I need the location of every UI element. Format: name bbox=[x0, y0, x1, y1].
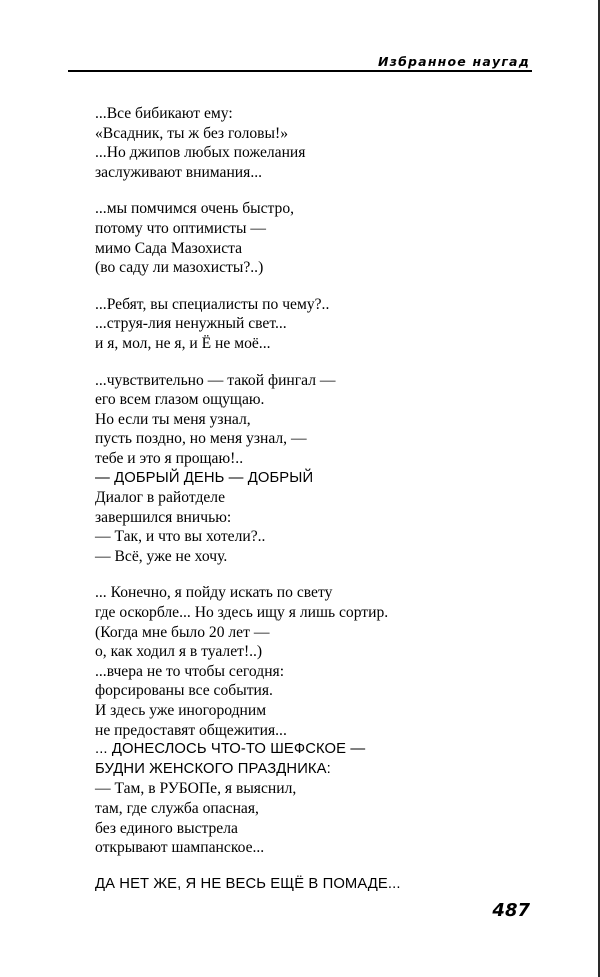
poem-line: — Так, и что вы хотели?.. bbox=[95, 528, 266, 546]
stanza-4 bbox=[95, 371, 535, 567]
poem-line: тебе и это я прощаю!.. bbox=[95, 449, 244, 467]
stanza-3 bbox=[95, 295, 535, 354]
poem-line-caps: ... ДОНЕСЛОСЬ ЧТО-ТО ШЕФСКОЕ — bbox=[95, 741, 366, 758]
stanza-1 bbox=[95, 104, 535, 182]
running-title: Избранное наугад bbox=[377, 54, 530, 69]
poem-line: без единого выстрела bbox=[95, 819, 238, 837]
header-rule bbox=[68, 70, 532, 72]
poem-line: потому что оптимисты — bbox=[95, 219, 266, 237]
poem-line: ...Все бибикают ему: bbox=[95, 105, 233, 122]
stanza-6 bbox=[95, 875, 535, 895]
poem-line: — Всё, уже не хочу. bbox=[95, 547, 228, 565]
poem-line: ...Но джипов любых пожелания bbox=[95, 144, 306, 162]
poem-line: пусть поздно, но меня узнал, — bbox=[95, 430, 307, 448]
poem-line: ...чувствительно — такой фингал — bbox=[95, 371, 336, 389]
poem-line: открывают шампанское... bbox=[95, 839, 265, 857]
poem-line: Диалог в райотделе bbox=[95, 489, 225, 507]
poem-line: (во саду ли мазохисты?..) bbox=[95, 259, 264, 277]
poem-line: мимо Сада Мазохиста bbox=[95, 239, 243, 257]
poem-line: завершился вничью: bbox=[95, 508, 232, 526]
poem-line-caps: БУДНИ ЖЕНСКОГО ПРАЗДНИКА: bbox=[95, 760, 331, 777]
poem-line: ...мы помчимся очень быстро, bbox=[95, 200, 295, 218]
poem-line: ... Конечно, я пойду искать по свету bbox=[95, 584, 333, 602]
poem-text bbox=[95, 104, 535, 911]
stanza-2 bbox=[95, 199, 535, 277]
poem-line: его всем глазом ощущаю. bbox=[95, 391, 265, 409]
poem-line: о, как ходил я в туалет!..) bbox=[95, 643, 263, 661]
poem-line: форсированы все события. bbox=[95, 682, 273, 700]
poem-line: — Там, в РУБОПе, я выяснил, bbox=[95, 780, 297, 798]
page-number: 487 bbox=[492, 900, 530, 921]
poem-line: И здесь уже иногородним bbox=[95, 702, 267, 720]
stanza-5 bbox=[95, 583, 535, 857]
poem-line-caps: — ДОБРЫЙ ДЕНЬ — ДОБРЫЙ bbox=[95, 469, 314, 486]
poem-line: ...вчера не то чтобы сегодня: bbox=[95, 662, 285, 680]
poem-line: (Когда мне было 20 лет — bbox=[95, 623, 270, 641]
poem-line: «Всадник, ты ж без головы!» bbox=[95, 124, 288, 142]
poem-line: Но если ты меня узнал, bbox=[95, 410, 251, 428]
poem-line: там, где служба опасная, bbox=[95, 800, 259, 817]
poem-line: где оскорбле... Но здесь ищу я лишь сортир. bbox=[95, 604, 389, 622]
poem-line: ...Ребят, вы специалисты по чему?.. bbox=[95, 295, 330, 313]
poem-line: заслуживают внимания... bbox=[95, 163, 263, 181]
poem-line: не предоставят общежития... bbox=[95, 721, 287, 739]
poem-line-caps: ДА НЕТ ЖЕ, Я НЕ ВЕСЬ ЕЩЁ В ПОМАДЕ... bbox=[95, 875, 401, 892]
poem-line: и я, мол, не я, и Ё не моё... bbox=[95, 334, 271, 352]
poem-line: ...струя-лия ненужный свет... bbox=[95, 315, 287, 333]
